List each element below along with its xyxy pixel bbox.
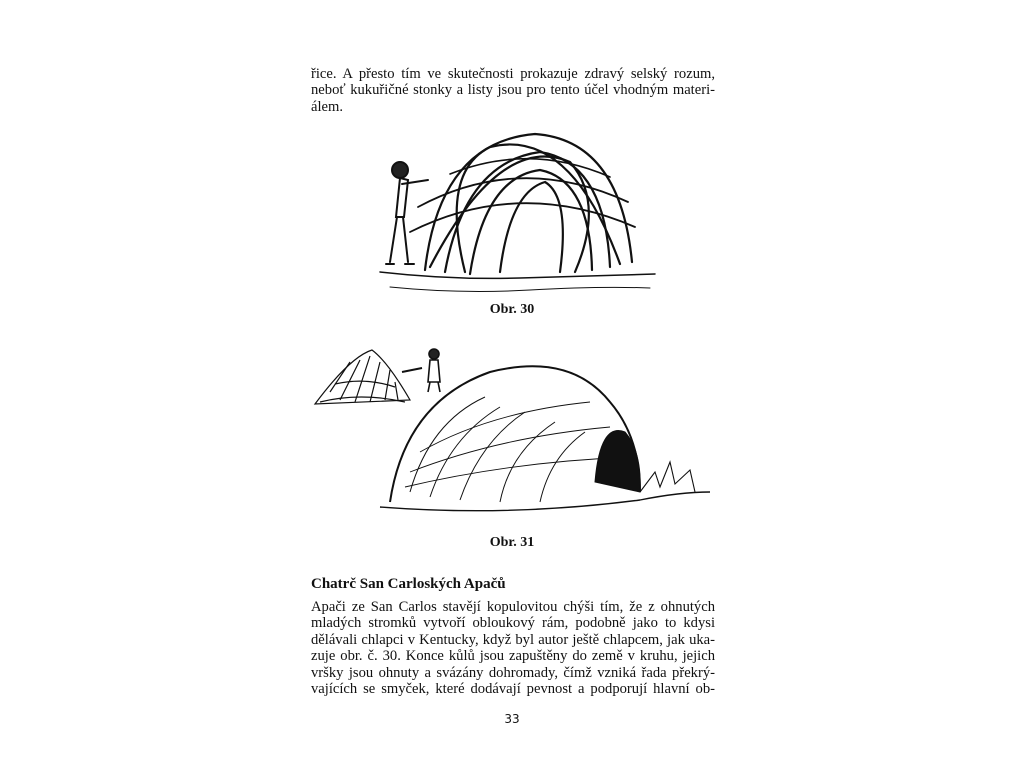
text-line: dělávali chlapci v Kentucky, když byl autor ještě chlapcem, jak uka-: [311, 631, 715, 648]
text-line: álem.: [311, 98, 344, 115]
top-paragraph: [311, 66, 715, 115]
page-number: 33: [504, 712, 520, 726]
section-heading: Chatrč San Carloských Apačů: [311, 576, 506, 592]
text-line: neboť kukuřičné stonky a listy jsou pro tento účel vhodným materi-: [311, 82, 715, 99]
figure-30-caption: Obr. 30: [489, 302, 535, 317]
figure-30-illustration: [370, 122, 660, 302]
text-line: mladých stromků vytvoří obloukový rám, podobně jako to kdysi: [311, 615, 715, 632]
section-paragraph: [311, 599, 715, 697]
text-line: zuje obr. č. 30. Konce kůlů jsou zapuštěny do země v kruhu, jejich: [311, 648, 715, 665]
text-line: řice. A přesto tím ve skutečnosti prokazuje zdravý selský rozum,: [311, 66, 715, 82]
text-line: Apači ze San Carlos stavějí kopulovitou chýši tím, že z ohnutých: [311, 599, 715, 615]
figure-31-caption: Obr. 31: [489, 535, 535, 550]
text-line: vajících se smyček, které dodávají pevnost a podporují hlavní ob-: [311, 681, 715, 698]
text-line: vršky jsou ohnuty a svázány dohromady, čímž vzniká řada překrý-: [311, 664, 715, 681]
figure-31-illustration: [310, 342, 720, 528]
